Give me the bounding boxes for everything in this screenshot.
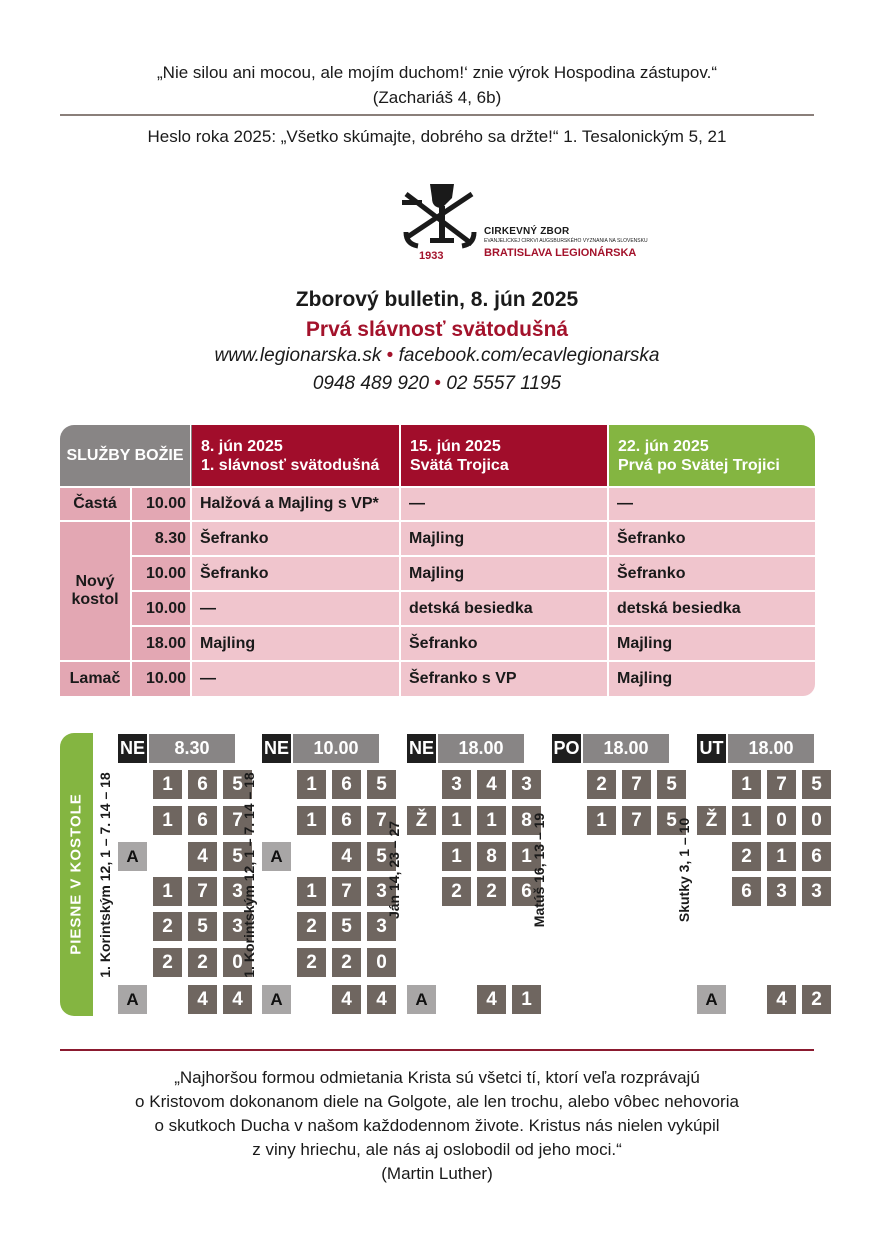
song-prefix: Ž (697, 806, 726, 835)
service-cell-c2: Majling (401, 522, 607, 555)
song-prefix: A (118, 842, 147, 871)
service-time: 8.30 (132, 522, 190, 555)
song-digit: 1 (767, 842, 796, 871)
service-cell-c1: Šefranko (192, 522, 399, 555)
service-cell-c1: — (192, 592, 399, 625)
song-digit: 6 (802, 842, 831, 871)
logo-location: BRATISLAVA LEGIONÁRSKA (484, 247, 637, 259)
bible-reading: Ján 14, 23 – 27 (386, 820, 402, 920)
song-digit: 6 (732, 877, 761, 906)
year-motto: Heslo roka 2025: „Všetko skúmajte, dobrého sa držte!“ 1. Tesalonickým 5, 21 (147, 127, 727, 146)
song-digit: 3 (442, 770, 471, 799)
column-header-2 (401, 425, 607, 486)
song-digit: 1 (153, 770, 182, 799)
song-digit: 7 (367, 806, 396, 835)
song-digit: 1 (442, 842, 471, 871)
phone-1: 0948 489 920 (312, 373, 430, 394)
closing-quote-line: „Najhoršou formou odmietania Krista sú všetci tí, ktorí veľa rozprávajú (174, 1068, 700, 1087)
opening-quote (0, 60, 874, 110)
song-digit: 2 (587, 770, 616, 799)
song-digit: 6 (512, 877, 541, 906)
column-1-name: 1. slávnosť svätodušná (201, 456, 380, 474)
column-3-date: 22. jún 2025 (618, 437, 709, 455)
song-digit: 6 (332, 806, 361, 835)
song-digit: 7 (622, 806, 651, 835)
bulletin-title: Zborový bulletin, 8. jún 2025 (295, 288, 579, 311)
song-digit: 1 (512, 842, 541, 871)
song-digit: 5 (332, 912, 361, 941)
song-digit: 7 (188, 877, 217, 906)
song-digit: 4 (477, 770, 506, 799)
feast-title: Prvá slávnosť svätodušná (305, 318, 569, 341)
song-digit: 4 (188, 842, 217, 871)
service-cell-c3: Šefranko (609, 522, 815, 555)
service-time: 10.00 (132, 662, 190, 696)
song-digit: 0 (802, 806, 831, 835)
song-digit: 7 (332, 877, 361, 906)
song-prefix: A (262, 842, 291, 871)
service-cell-c2: detská besiedka (401, 592, 607, 625)
bible-reading: 1. Korintským 12, 1 – 7. 14 – 18 (97, 772, 113, 978)
logo-title: CIRKEVNÝ ZBOR (484, 226, 570, 237)
song-digit: 3 (367, 912, 396, 941)
song-prefix: A (262, 985, 291, 1014)
song-digit: 4 (767, 985, 796, 1014)
song-digit: 3 (767, 877, 796, 906)
separator-dot: • (386, 345, 394, 366)
song-day: PO (552, 734, 581, 763)
service-cell-c3: Majling (609, 627, 815, 660)
phone-2: 02 5557 1195 (446, 373, 562, 394)
song-digit: 6 (188, 770, 217, 799)
closing-quote-line: o skutkoch Ducha v našom každodennom živote. Kristus nás nielen vykúpil (154, 1116, 720, 1135)
song-digit: 0 (367, 948, 396, 977)
song-digit: 1 (732, 770, 761, 799)
closing-quote-line: z viny hriechu, ale nás aj oslobodil od jeho moci.“ (252, 1140, 622, 1159)
song-day: NE (118, 734, 147, 763)
service-time: 10.00 (132, 557, 190, 590)
service-time: 10.00 (132, 488, 190, 520)
closing-quote (0, 1066, 874, 1186)
song-digit: 7 (622, 770, 651, 799)
song-digit: 3 (367, 877, 396, 906)
phone-numbers (0, 373, 874, 395)
song-digit: 2 (188, 948, 217, 977)
song-digit: 2 (332, 948, 361, 977)
logo-year: 1933 (419, 250, 444, 262)
song-digit: 2 (297, 912, 326, 941)
service-cell-c3: Šefranko (609, 557, 815, 590)
column-3-name: Prvá po Svätej Trojici (618, 456, 780, 474)
web-links (0, 345, 874, 367)
song-time: 18.00 (438, 734, 524, 763)
services-table (60, 425, 815, 697)
location-casta: Častá (60, 488, 130, 520)
song-digit: 0 (223, 948, 252, 977)
service-cell-c1: Majling (192, 627, 399, 660)
song-digit: 5 (367, 842, 396, 871)
song-digit: 5 (657, 770, 686, 799)
separator-dot: • (434, 373, 442, 394)
song-digit: 2 (297, 948, 326, 977)
song-digit: 5 (223, 770, 252, 799)
service-cell-c1: Šefranko (192, 557, 399, 590)
song-digit: 1 (153, 806, 182, 835)
song-digit: 1 (153, 877, 182, 906)
divider-top (60, 114, 814, 116)
songs-label: PIESNE V KOSTOLE (67, 793, 85, 955)
song-prefix: A (118, 985, 147, 1014)
opening-quote-text: „Nie silou ani mocou, ale mojím duchom!‘ znie výrok Hospodina zástupov.“ (157, 63, 717, 82)
song-digit: 4 (367, 985, 396, 1014)
song-digit: 5 (367, 770, 396, 799)
song-digit: 3 (802, 877, 831, 906)
song-time: 18.00 (728, 734, 814, 763)
bible-reading: Skutky 3, 1 – 10 (676, 817, 692, 923)
column-2-name: Svätá Trojica (410, 456, 509, 474)
song-digit: 8 (512, 806, 541, 835)
service-cell-c1: Halžová a Majling s VP* (192, 488, 399, 520)
location-lamac: Lamač (60, 662, 130, 696)
song-digit: 5 (657, 806, 686, 835)
song-digit: 1 (512, 985, 541, 1014)
services-header: SLUŽBY BOŽIE (60, 425, 190, 486)
chalice-anchor-icon (400, 180, 480, 252)
song-day: NE (262, 734, 291, 763)
divider-bottom (60, 1049, 814, 1051)
service-cell-c1: — (192, 662, 399, 696)
song-day: NE (407, 734, 436, 763)
song-digit: 7 (223, 806, 252, 835)
song-digit: 5 (802, 770, 831, 799)
closing-quote-line: o Kristovom dokonanom diele na Golgote, ale len trochu, alebo vôbec nehovoria (135, 1092, 739, 1111)
service-cell-c2: Šefranko s VP (401, 662, 607, 696)
song-prefix: A (407, 985, 436, 1014)
song-digit: 1 (297, 877, 326, 906)
opening-quote-reference: (Zachariáš 4, 6b) (372, 88, 502, 107)
song-digit: 4 (223, 985, 252, 1014)
song-digit: 8 (477, 842, 506, 871)
song-digit: 1 (442, 806, 471, 835)
song-digit: 2 (153, 948, 182, 977)
song-digit: 3 (512, 770, 541, 799)
song-time: 8.30 (149, 734, 235, 763)
location-novy-line1: Nový (75, 573, 115, 590)
song-digit: 5 (223, 842, 252, 871)
song-digit: 4 (332, 842, 361, 871)
song-digit: 2 (802, 985, 831, 1014)
service-cell-c3: Majling (609, 662, 815, 696)
column-1-date: 8. jún 2025 (201, 437, 283, 455)
song-digit: 1 (587, 806, 616, 835)
service-time: 18.00 (132, 627, 190, 660)
song-digit: 7 (767, 770, 796, 799)
column-header-3 (609, 425, 815, 486)
song-digit: 4 (477, 985, 506, 1014)
song-digit: 2 (477, 877, 506, 906)
song-digit: 4 (188, 985, 217, 1014)
song-digit: 3 (223, 912, 252, 941)
service-cell-c2: Majling (401, 557, 607, 590)
location-novy-kostol (60, 522, 130, 660)
songs-sidebar (60, 733, 93, 1016)
service-cell-c3: — (609, 488, 815, 520)
location-novy-line2: kostol (71, 591, 119, 608)
service-time: 10.00 (132, 592, 190, 625)
song-time: 18.00 (583, 734, 669, 763)
song-digit: 2 (442, 877, 471, 906)
song-prefix: Ž (407, 806, 436, 835)
song-digit: 1 (297, 806, 326, 835)
song-digit: 1 (477, 806, 506, 835)
service-cell-c2: — (401, 488, 607, 520)
bible-reading: Matúš 16, 13 – 19 (531, 812, 547, 928)
song-day: UT (697, 734, 726, 763)
song-digit: 2 (732, 842, 761, 871)
website-link[interactable]: www.legionarska.sk (214, 345, 382, 366)
facebook-link[interactable]: facebook.com/ecavlegionarska (398, 345, 660, 366)
song-digit: 1 (297, 770, 326, 799)
song-digit: 1 (732, 806, 761, 835)
song-digit: 6 (332, 770, 361, 799)
church-logo (392, 180, 682, 268)
song-prefix: A (697, 985, 726, 1014)
logo-subtitle: EVANJELICKEJ CIRKVI AUGSBURSKÉHO VYZNANIA NA SLOVENSKU (484, 238, 648, 244)
song-digit: 2 (153, 912, 182, 941)
closing-quote-author: (Martin Luther) (381, 1164, 493, 1183)
song-digit: 6 (188, 806, 217, 835)
service-cell-c2: Šefranko (401, 627, 607, 660)
song-digit: 3 (223, 877, 252, 906)
song-time: 10.00 (293, 734, 379, 763)
song-digit: 4 (332, 985, 361, 1014)
service-cell-c3: detská besiedka (609, 592, 815, 625)
column-2-date: 15. jún 2025 (410, 437, 501, 455)
song-digit: 0 (767, 806, 796, 835)
song-digit: 5 (188, 912, 217, 941)
bible-reading: 1. Korintským 12, 1 – 7. 14 – 18 (241, 772, 257, 978)
column-header-1 (192, 425, 399, 486)
